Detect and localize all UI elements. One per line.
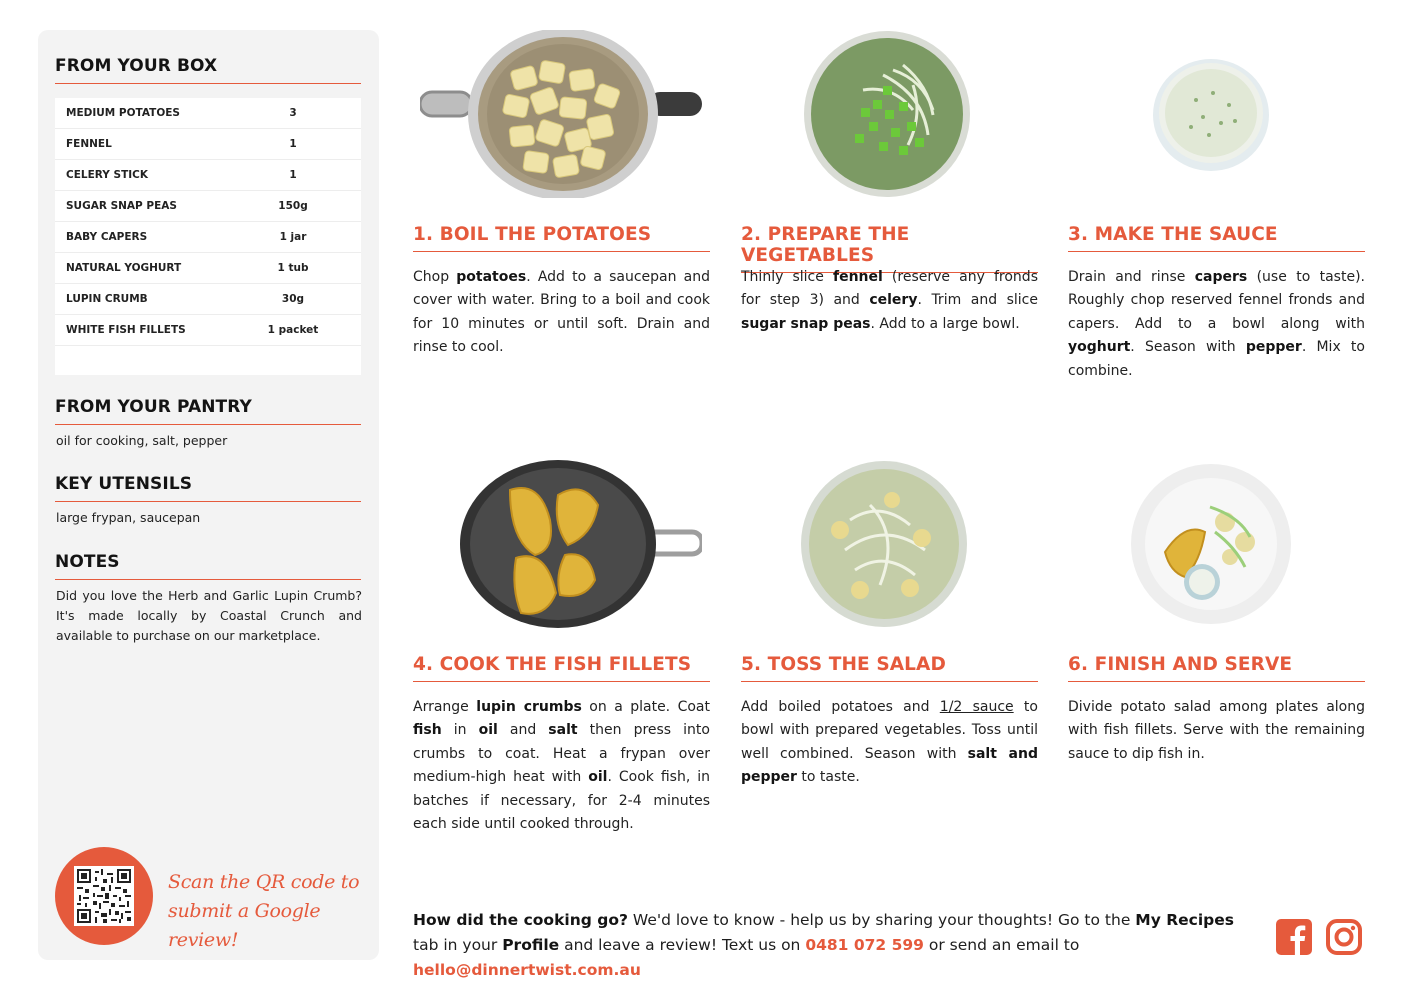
sauce-bowl-image	[1151, 55, 1271, 173]
pantry-text: oil for cooking, salt, pepper	[56, 433, 228, 448]
ingredient-name: LUPIN CRUMB	[66, 293, 148, 305]
ingredient-name: MEDIUM POTATOES	[66, 107, 180, 119]
from-your-box-title: FROM YOUR BOX	[55, 56, 361, 84]
ingredient-qty: 1 tub	[277, 262, 309, 274]
step-4-title: 4. COOK THE FISH FILLETS	[413, 654, 710, 682]
vegetables-bowl-image	[803, 30, 971, 198]
qr-badge	[55, 847, 153, 945]
table-row	[55, 315, 361, 346]
ingredient-qty: 150g	[278, 200, 308, 212]
table-row	[55, 284, 361, 315]
from-your-pantry-title: FROM YOUR PANTRY	[55, 397, 361, 425]
ingredient-name: NATURAL YOGHURT	[66, 262, 182, 274]
salad-bowl-image	[800, 460, 968, 628]
ingredient-qty: 1 packet	[267, 324, 319, 336]
fish-frypan-image	[460, 460, 702, 628]
email-link[interactable]: hello@dinnertwist.com.au	[413, 961, 641, 979]
ingredient-name: WHITE FISH FILLETS	[66, 324, 186, 336]
potatoes-pot-image	[420, 30, 702, 198]
ingredient-qty: 1	[289, 169, 297, 181]
qr-caption-line: submit a Google review!	[168, 900, 321, 951]
key-utensils-title: KEY UTENSILS	[55, 474, 361, 502]
step-5-text: Add boiled potatoes and 1/2 sauce to bowl with prepared vegetables. Toss until well combined. Season with salt and pepper to taste.	[741, 699, 1038, 786]
table-row	[55, 191, 361, 222]
table-row	[55, 160, 361, 191]
step-1-title: 1. BOIL THE POTATOES	[413, 224, 710, 252]
ingredient-qty: 3	[289, 107, 297, 119]
facebook-icon[interactable]	[1275, 918, 1313, 956]
plated-dish-image	[1130, 462, 1292, 626]
my-recipes-link[interactable]: My Recipes	[1135, 911, 1234, 929]
ingredient-qty: 1 jar	[279, 231, 307, 243]
ingredient-qty: 1	[289, 138, 297, 150]
table-row	[55, 253, 361, 284]
ingredient-name: SUGAR SNAP PEAS	[66, 200, 177, 212]
ingredient-name: CELERY STICK	[66, 169, 148, 181]
table-row	[55, 222, 361, 253]
table-row	[55, 98, 361, 129]
step-1-text: Chop potatoes. Add to a saucepan and cover with water. Bring to a boil and cook for 10 minutes or until soft. Drain and rinse to cool.	[413, 269, 710, 356]
utensils-text: large frypan, saucepan	[56, 510, 201, 525]
phone-link[interactable]: 0481 072 599	[805, 936, 924, 954]
ingredient-name: BABY CAPERS	[66, 231, 148, 243]
ingredient-qty: 30g	[281, 293, 305, 305]
step-6-title: 6. FINISH AND SERVE	[1068, 654, 1365, 682]
table-row	[55, 129, 361, 160]
footer-question: How did the cooking go?	[413, 911, 628, 929]
notes-title: NOTES	[55, 552, 361, 580]
step-6-text: Divide potato salad among plates along with fish fillets. Serve with the remaining sauce to dip fish in.	[1068, 699, 1365, 762]
step-5-title: 5. TOSS THE SALAD	[741, 654, 1038, 682]
qr-caption	[168, 868, 368, 955]
profile-link[interactable]: Profile	[502, 936, 560, 954]
notes-text: Did you love the Herb and Garlic Lupin Crumb? It's made locally by Coastal Crunch and available to purchase on our marketplace.	[56, 588, 362, 643]
step-3-text: Drain and rinse capers (use to taste). Roughly chop reserved fennel fronds and capers. Add to a bowl along with yoghurt. Season with pepper. Mix to combine.	[1068, 269, 1365, 379]
step-4-text: Arrange lupin crumbs on a plate. Coat fish in oil and salt then press into crumbs to coat. Heat a frypan over medium-high heat with oil. Cook fish, in batches if necessary, for 2-4 minutes each side until cooked through.	[413, 699, 711, 833]
instagram-icon[interactable]	[1325, 918, 1363, 956]
qr-caption-line: Scan the QR code to	[168, 871, 360, 893]
ingredients-sidebar	[38, 30, 379, 960]
qr-code-icon[interactable]	[74, 866, 134, 926]
ingredient-name: FENNEL	[66, 138, 112, 150]
step-2-text: Thinly slice fennel (reserve any fronds for step 3) and celery. Trim and slice sugar snap peas. Add to a large bowl.	[741, 269, 1038, 332]
step-2-title: 2. PREPARE THE VEGETABLES	[741, 224, 1038, 273]
review-footer: How did the cooking go? We'd love to know - help us by sharing your thoughts! Go to the My Recipes tab in your Profile and leave a review! Text us on 0481 072 599 or send an email to hello@dinnertwist.com.au	[413, 911, 1234, 979]
ingredients-table	[55, 98, 361, 375]
step-3-title: 3. MAKE THE SAUCE	[1068, 224, 1365, 252]
